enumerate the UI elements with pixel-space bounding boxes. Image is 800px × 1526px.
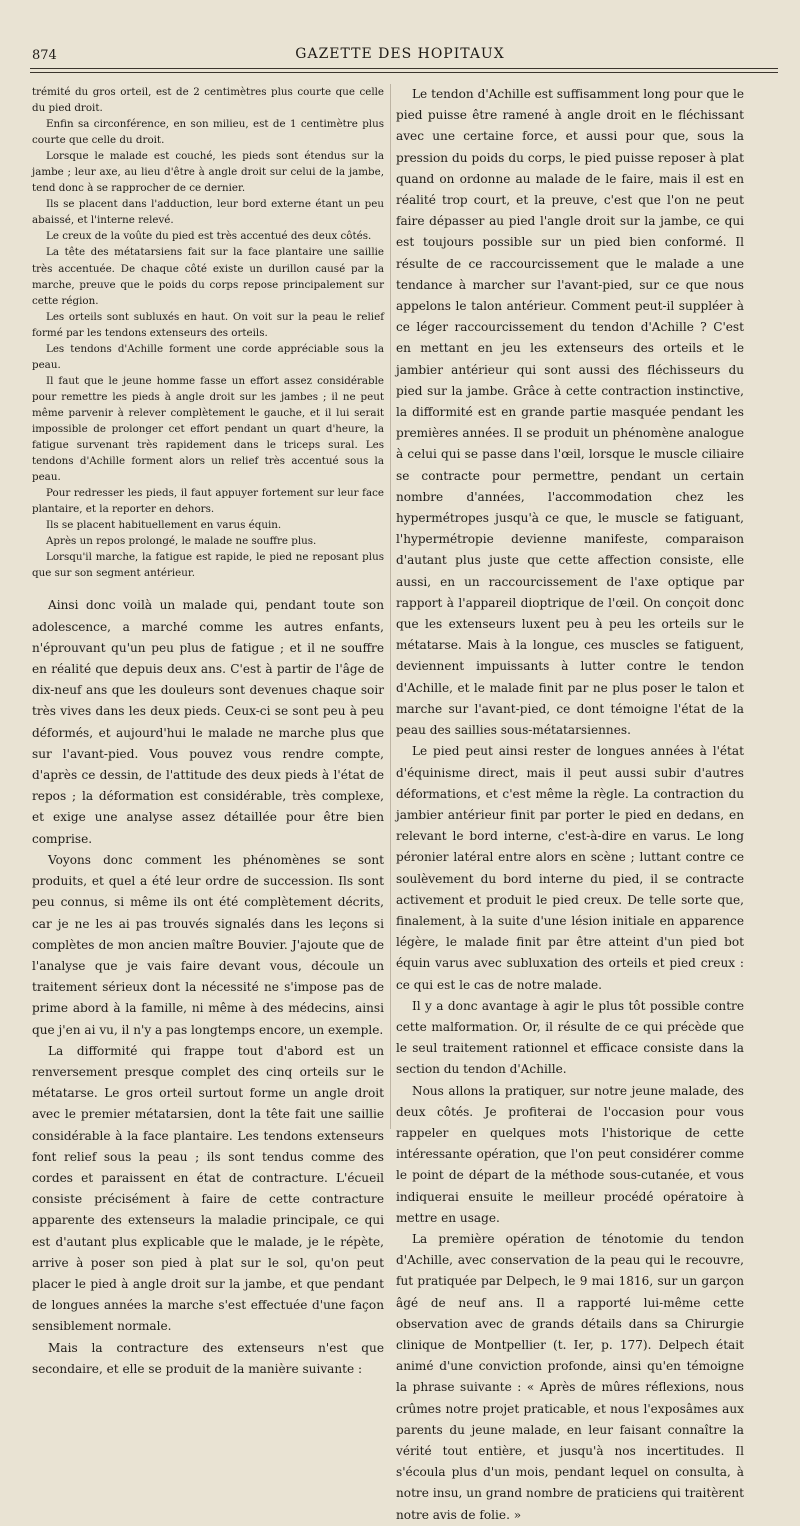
- running-head-title: GAZETTE DES HOPITAUX: [295, 46, 505, 62]
- small-paragraph: Après un repos prolongé, le malade ne souffre plus.: [46, 535, 317, 548]
- right-column: [396, 84, 744, 1526]
- small-paragraph: La tête des métatarsiens fait sur la face plantaire une saillie très accentuée. De chaque côté existe un durillon causé par la marche, preuve que le poids du corps repose principalement sur cette région.: [32, 246, 384, 307]
- page-number: 874: [32, 48, 57, 63]
- small-paragraph: Lorsque le malade est couché, les pieds sont étendus sur la jambe ; leur axe, au lieu d'être à angle droit sur celui de la jambe, tend donc à se rapprocher de ce dernier.: [32, 150, 384, 195]
- body-paragraph: Ainsi donc voilà un malade qui, pendant toute son adolescence, a marché comme les autres enfants, n'éprouvant qu'un peu plus de fatigue ; et il ne souffre en réalité que depuis deux ans. C'est à partir de l'âge de dix-neuf ans que les douleurs sont devenues chaque soir très vives dans les deux pieds. Ceux-ci se sont peu à peu déformés, et aujourd'hui le malade ne marche plus que sur l'avant-pied. Vous pouvez vous rendre compte, d'après ce dessin, de l'attitude des deux pieds à l'état de repos ; la déformation est considérable, très complexe, et exige une analyse assez détaillée pour être bien comprise.: [32, 598, 384, 846]
- small-paragraph: Les tendons d'Achille forment une corde appréciable sous la peau.: [32, 342, 384, 371]
- small-paragraph: Pour redresser les pieds, il faut appuyer fortement sur leur face plantaire, et la reporter en dehors.: [32, 487, 384, 516]
- section-gap: [32, 581, 384, 595]
- header-rule-top: [30, 68, 778, 69]
- small-paragraph: Il faut que le jeune homme fasse un effort assez considérable pour remettre les pieds à angle droit sur les jambes ; il ne peut même parvenir à relever complètement le gauche, et il lui serait impossible de prolonger cet effort pendant un quart d'heure, la fatigue survenant très rapidement dans le triceps sural. Les tendons d'Achille forment alors un relief très accentué sous la peau.: [32, 374, 384, 484]
- body-paragraph: Nous allons la pratiquer, sur notre jeune malade, des deux côtés. Je profiterai de l'occasion pour vous rappeler en quelques mots l'historique de cette intéressante opération, que l'on peut considérer comme le point de départ de la méthode sous-cutanée, et vous indiquerai ensuite le meilleur procédé opératoire à mettre en usage.: [396, 1083, 744, 1225]
- small-paragraph: Ils se placent dans l'adduction, leur bord externe étant un peu abaissé, et l'interne relevé.: [32, 198, 384, 227]
- body-paragraph: Voyons donc comment les phénomènes se sont produits, et quel a été leur ordre de succession. Ils sont peu connus, si même ils ont été complètement décrits, car je ne les ai pas trouvés signalés dans les leçons si complètes de mon ancien maître Bouvier. J'ajoute que de l'analyse que je vais faire devant vous, découle un traitement sérieux dont la nécessité ne s'impose pas de prime abord à la famille, ni même à des médecins, ainsi que j'en ai vu, il n'y a pas longtemps encore, un exemple.: [32, 852, 384, 1037]
- body-paragraph: Le pied peut ainsi rester de longues années à l'état d'équinisme direct, mais il peut aussi subir d'autres déformations, et c'est même la règle. La contraction du jambier antérieur finit par porter le pied en dedans, en relevant le bord interne, c'est-à-dire en varus. Le long péronier latéral entre alors en scène ; luttant contre ce soulèvement du bord interne du pied, il se contracte activement et produit le pied creux. De telle sorte que, finalement, à la suite d'une lésion initiale en apparence légère, le malade finit par être atteint d'un pied bot équin varus avec subluxation des orteils et pied creux : ce qui est le cas de notre malade.: [396, 744, 744, 992]
- small-paragraph: Enfin sa circonférence, en son milieu, est de 1 centimètre plus courte que celle du droit.: [32, 118, 384, 147]
- column-divider: [390, 84, 391, 1129]
- body-paragraph: La difformité qui frappe tout d'abord est un renversement presque complet des cinq orteils sur le métatarse. Le gros orteil surtout forme un angle droit avec le premier métatarsien, dont la tête fait une saillie considérable à la face plantaire. Les tendons extenseurs font relief sous la peau ; ils sont tendus comme des cordes et paraissent en état de contracture. L'écueil consiste précisément à faire de cette contracture apparente des extenseurs la maladie principale, ce qui est d'autant plus explicable que le malade, je le répète, arrive à poser son pied à plat sur le sol, qu'on peut placer le pied à angle droit sur la jambe, et que pendant de longues années la marche s'est effectuée d'une façon sensiblement normale.: [32, 1043, 384, 1334]
- body-paragraph: La première opération de ténotomie du tendon d'Achille, avec conservation de la peau qui le recouvre, fut pratiquée par Delpech, le 9 mai 1816, sur un garçon âgé de neuf ans. Il a rapporté lui-même cette observation avec de grands détails dans sa Chirurgie clinique de Montpellier (t. Ier, p. 177). Delpech était animé d'une conviction profonde, ainsi qu'en témoigne la phrase suivante : « Après de mûres réflexions, nous crûmes notre projet praticable, et nous l'exposâmes aux parents du jeune malade, en leur faisant connaître la vérité tout entière, et jusqu'à nos incertitudes. Il s'écoula plus d'un mois, pendant lequel on consulta, à notre insu, un grand nombre de praticiens qui traitèrent notre avis de folie. »: [396, 1231, 744, 1522]
- left-column: [32, 84, 384, 1380]
- small-paragraph: Les orteils sont subluxés en haut. On voit sur la peau le relief formé par les tendons extenseurs des orteils.: [32, 310, 384, 339]
- body-paragraph: Il y a donc avantage à agir le plus tôt possible contre cette malformation. Or, il résulte de ce qui précède que le seul traitement rationnel et efficace consiste dans la section du tendon d'Achille.: [396, 998, 744, 1077]
- body-paragraph: Le tendon d'Achille est suffisamment long pour que le pied puisse être ramené à angle droit en le fléchissant avec une certaine force, et aussi pour que, sous la pression du poids du corps, le pied puisse reposer à plat quand on ordonne au malade de le faire, mais il est en réalité trop court, et la preuve, c'est que l'on ne peut faire dépasser au pied l'angle droit sur la jambe, ce qui est toujours possible sur un pied bien conformé. Il résulte de ce raccourcissement que le malade a une tendance à marcher sur l'avant-pied, sur ce que nous appelons le talon antérieur. Comment peut-il suppléer à ce léger raccourcissement du tendon d'Achille ? C'est en mettant en jeu les extenseurs des orteils et le jambier antérieur qui sont aussi des fléchisseurs du pied sur la jambe. Grâce à cette contraction instinctive, la difformité est en grande partie masquée pendant les premières années. Il se produit un phénomène analogue à celui qui se passe dans l'œil, lorsque le muscle ciliaire se contracte pour permettre, pendant un certain nombre d'années, l'accommodation chez les hypermétropes jusqu'à ce que, le muscle se fatiguant, l'hypermétropie devienne manifeste, comparaison d'autant plus juste que cette affection consiste, elle aussi, en un raccourcissement de l'axe optique par rapport à l'appareil dioptrique de l'œil. On conçoit donc que les extenseurs luxent peu à peu les orteils sur le métatarse. Mais à la longue, ces muscles se fatiguent, deviennent impuissants à lutter contre le tendon d'Achille, et le malade finit par ne plus poser le talon et marche sur l'avant-pied, ce dont témoigne l'état de la peau des saillies sous-métatarsiennes.: [396, 87, 744, 738]
- header-rule-bottom: [30, 72, 778, 73]
- body-paragraph: Mais la contracture des extenseurs n'est que secondaire, et elle se produit de la manière suivante :: [32, 1340, 384, 1376]
- small-paragraph: Le creux de la voûte du pied est très accentué des deux côtés.: [46, 230, 372, 243]
- small-paragraph: Ils se placent habituellement en varus équin.: [46, 519, 282, 532]
- small-paragraph: trémité du gros orteil, est de 2 centimètres plus courte que celle du pied droit.: [32, 86, 384, 115]
- small-paragraph: Lorsqu'il marche, la fatigue est rapide, le pied ne reposant plus que sur son segment antérieur.: [32, 551, 384, 580]
